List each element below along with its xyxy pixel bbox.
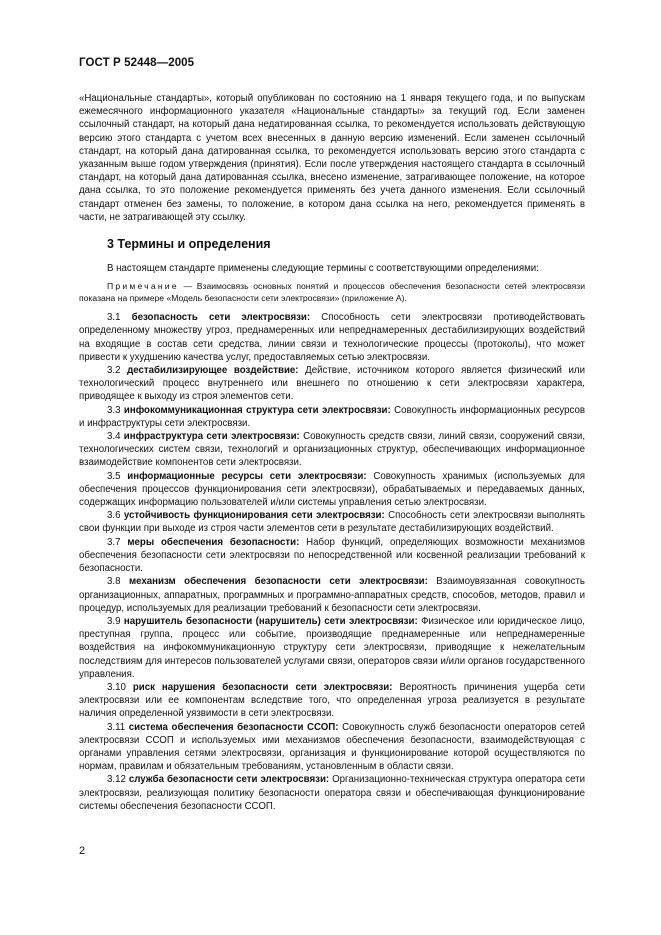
term-entry: [79, 430, 585, 470]
term-definition: Способность сети электросвязи противодействовать определенному множеству угроз, преднамеренных или непреднамеренных дестабилизирующих воздействий на входящие в состав сети средства, линии связи и технологические процессы (протоколы), что может привести к ухудшению качества услуг, предоставляемых сетью электросвязи.: [79, 312, 586, 363]
term-name: безопасность сети электросвязи:: [131, 312, 311, 324]
term-number: 3.10: [107, 681, 126, 693]
page-number: 2: [79, 845, 86, 857]
term-definition: Действие, источником которого является физический или технологический процесс внутреннего или внешнего по отношению к сети электросвязи характера, приводящее к выходу из строя элементов сети.: [79, 365, 585, 403]
term-number: 3.8: [107, 576, 121, 588]
term-name: служба безопасности сети электросвязи:: [128, 774, 330, 786]
term-entry: [79, 536, 585, 576]
term-definition: Набор функций, определяющих возможности механизмов обеспечения безопасности сети электросвязи по непосредственной или косвенной реализации требований к безопасности.: [79, 536, 585, 575]
note-text: — Взаимосвязь основных понятий и процессов обеспечения безопасности сетей электросвязи показана на примере «Модель безопасности сети электросвязи» (приложение А).: [79, 281, 585, 304]
term-name: система обеспечения безопасности ССОП:: [128, 721, 339, 733]
term-name: инфраструктура сети электросвязи:: [123, 431, 300, 443]
term-name: меры обеспечения безопасности:: [127, 536, 300, 548]
term-entry: [79, 311, 585, 364]
term-definition: Совокупность информационных ресурсов и инфраструктуры сети электросвязи.: [79, 404, 585, 429]
term-number: 3.12: [107, 774, 126, 786]
term-entry: [79, 364, 585, 404]
term-definition: Способность сети электросвязи выполнять свои функции при выходе из строя части элементов сети в результате дестабилизирующих воздействий.: [79, 510, 586, 535]
term-number: 3.1: [107, 312, 121, 324]
term-entry: [79, 575, 585, 615]
term-entry: [79, 615, 585, 681]
term-entry: [79, 681, 585, 721]
section-title: 3 Термины и определения: [107, 237, 271, 252]
term-name: нарушитель безопасности (нарушитель) сети электросвязи:: [123, 615, 418, 627]
term-entry: [79, 509, 585, 535]
term-name: механизм обеспечения безопасности сети электросвязи:: [128, 576, 428, 588]
term-entry: [79, 773, 585, 813]
term-number: 3.11: [107, 721, 126, 733]
term-number: 3.9: [107, 615, 121, 627]
term-definition: Совокупность средств связи, линий связи, сооружений связи, технологических систем связи, технологий и организационных структур, обеспечивающих информационное взаимодействие компонентов сети электросвязи.: [79, 431, 586, 469]
term-number: 3.6: [107, 510, 121, 522]
term-name: устойчивость функционирования сети электросвязи:: [123, 510, 385, 522]
term-number: 3.2: [107, 365, 121, 377]
document-header: ГОСТ Р 52448—2005: [79, 57, 195, 69]
term-number: 3.7: [107, 536, 121, 548]
term-definition: Совокупность служб безопасности операторов сетей электросвязи ССОП и используемых ими механизмов обеспечения безопасности, взаимодействующая с органами управления сетями электросвязи, организация и функционирование которой осуществляются по нормам, правилам и обязательным требованиям, установленным в области связи.: [79, 721, 585, 773]
term-name: инфокоммуникационная структура сети электросвязи:: [123, 404, 391, 416]
terms-list: [79, 311, 585, 813]
term-entry: [79, 404, 585, 430]
term-name: информационные ресурсы сети электросвязи:: [127, 470, 367, 482]
term-definition: Вероятность причинения ущерба сети электросвязи или ее компонентам вследствие того, что определенная угроза реализуется в результате наличия определенной уязвимости в сети электросвязи.: [79, 681, 585, 720]
body-text: [79, 92, 585, 813]
term-number: 3.4: [107, 431, 121, 443]
term-name: дестабилизирующее воздействие:: [127, 365, 299, 377]
section-lead: В настоящем стандарте применены следующие термины с соответствующими определениями:: [107, 263, 539, 275]
section-note: [79, 280, 585, 304]
term-number: 3.5: [107, 470, 121, 482]
note-label: Примечание: [107, 281, 179, 292]
term-definition: Организационно-техническая структура оператора сети электросвязи, реализующая политику безопасности оператора связи и обеспечивающая функционирование системы обеспечения безопасности ССОП.: [79, 774, 585, 812]
intro-paragraph: «Национальные стандарты», который опубликован по состоянию на 1 января текущего года, и по выпускам ежемесячного информационного указателя «Национальные стандарты» за текущий год. Если заменен ссылочный стандарт, на который дана недатированная ссылка, то рекомендуется использовать действующую версию этого стандарта с учетом всех внесенных в данную версию изменений. Если заменен ссылочный стандарт, на который дана датированная ссылка, то рекомендуется использовать версию этого стандарта с указанным выше годом утверждения (принятия). Если после утверждения настоящего стандарта в ссылочный стандарт, на который дана датированная ссылка, внесено изменение, затрагивающее положение, на которое дана ссылка, то это положение рекомендуется применять без учета данного изменения. Если ссылочный стандарт отменен без замены, то положение, в котором дана ссылка на него, рекомендуется применять в части, не затрагивающей эту ссылку.: [79, 93, 585, 223]
term-name: риск нарушения безопасности сети электросвязи:: [132, 681, 393, 693]
term-definition: Взаимоувязанная совокупность организационных, аппаратных, программных и программно-аппаратных средств, способов, методов, правил и процедур, используемых для реализации требований к безопасности сети электросвязи.: [79, 576, 585, 614]
term-number: 3.3: [107, 404, 121, 416]
term-definition: Совокупность хранимых (используемых для обеспечения процессов функционирования сети электросвязи), обрабатываемых и передаваемых данных, содержащих информацию пользователей и/или системы управления сетью электросвязи.: [79, 470, 585, 509]
term-entry: [79, 470, 585, 510]
term-entry: [79, 721, 585, 774]
term-definition: Физическое или юридическое лицо, преступная группа, процесс или событие, производящие преднамеренные или непреднамеренные воздействия на инфокоммуникационную структуру сети электросвязи, приводящие к нежелательным последствиям для интересов пользователей услугами связи, операторов связи и/или органов государственного управления.: [79, 615, 585, 680]
